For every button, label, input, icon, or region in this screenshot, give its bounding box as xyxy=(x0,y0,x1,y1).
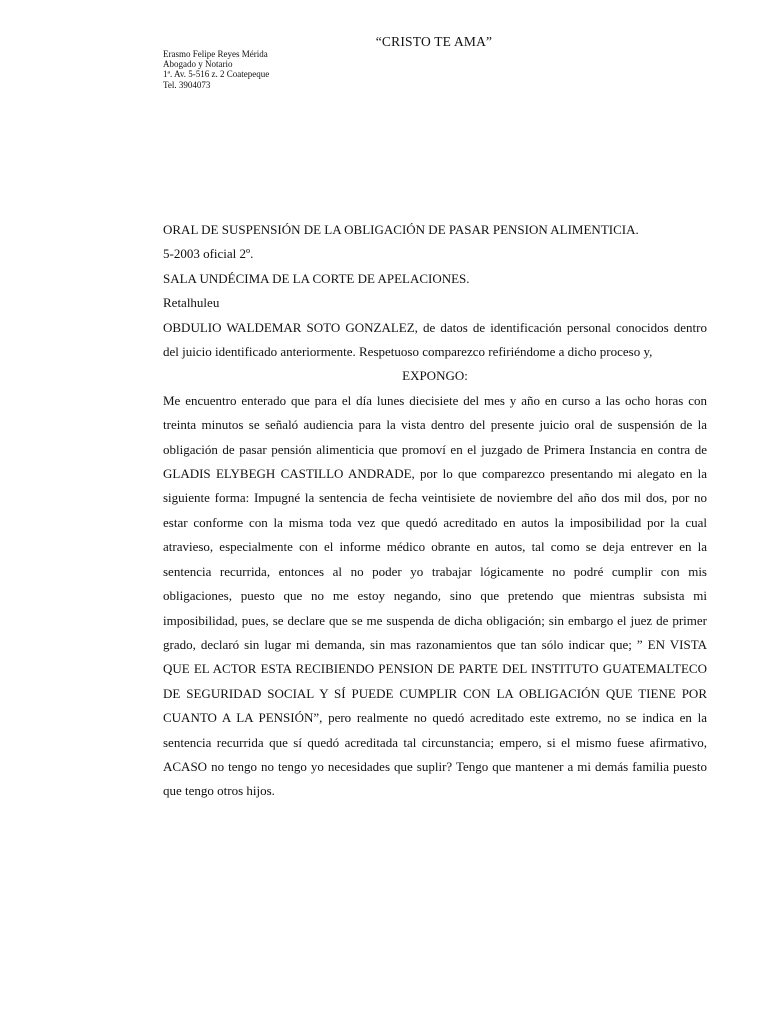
attorney-phone: Tel. 3904073 xyxy=(163,79,211,90)
city-name: Retalhuleu xyxy=(163,295,220,311)
intro-paragraph: OBDULIO WALDEMAR SOTO GONZALEZ, de datos de identificación personal conocidos dentro del juicio identificado anteriormente. Respetuoso comparezco refiriéndome a dicho proceso y, xyxy=(163,319,707,360)
section-heading: EXPONGO: xyxy=(402,368,468,384)
main-paragraph: Me encuentro enterado que para el día lunes diecisiete del mes y año en curso a las ocho horas con treinta minutos se señaló audiencia para la vista dentro del presente juicio oral de suspensión de la obligación de pasar pensión alimenticia que promoví en el juzgado de Primera Instancia en contra de GLADIS ELYBEGH CASTILLO ANDRADE, por lo que comparezco presentando mi alegato en la siguiente forma: Impugné la sentencia de fecha veintisiete de noviembre del año dos mil dos, por no estar conforme con la misma toda vez que quedó acreditado en autos la imposibilidad por la cual atravieso, especialmente con el informe médico obrante en autos, tal como se deja entrever en la sentencia recurrida, entonces al no poder yo trabajar lógicamente no podré cumplir con mis obligaciones, puesto que no me estoy negando, sino que pretendo que mientras subsista mi imposibilidad, pues, se declare que se me suspenda de dicha obligación; sin embargo el juez de primer grado, declaró sin lugar mi demanda, sin mas razonamientos que tan sólo indicar que; ” EN VISTA QUE EL ACTOR ESTA RECIBIENDO PENSION DE PARTE DEL INSTITUTO GUATEMALTECO DE SEGURIDAD SOCIAL Y SÍ PUEDE CUMPLIR CON LA OBLIGACIÓN QUE TIENE POR CUANTO A LA PENSIÓN”, pero realmente no quedó acreditado este extremo, no se indica en la sentencia recurrida que sí quedó acreditada tal circunstancia; empero, si el mismo fuese afirmativo, ACASO no tengo no tengo yo necesidades que suplir? Tengo que mantener a mi demás familia puesto que tengo otros hijos. xyxy=(163,392,707,799)
attorney-address: 1ª. Av. 5-516 z. 2 Coatepeque xyxy=(163,69,270,80)
case-number: 5-2003 oficial 2º. xyxy=(163,246,254,262)
attorney-title: Abogado y Notario xyxy=(163,59,233,70)
attorney-letterhead xyxy=(163,49,269,90)
case-title: ORAL DE SUSPENSIÓN DE LA OBLIGACIÓN DE PASAR PENSION ALIMENTICIA. xyxy=(163,222,639,237)
attorney-name: Erasmo Felipe Reyes Mérida xyxy=(163,49,268,59)
motto-heading: “CRISTO TE AMA” xyxy=(375,34,493,49)
document-body xyxy=(163,218,707,804)
court-name: SALA UNDÉCIMA DE LA CORTE DE APELACIONES. xyxy=(163,270,470,286)
